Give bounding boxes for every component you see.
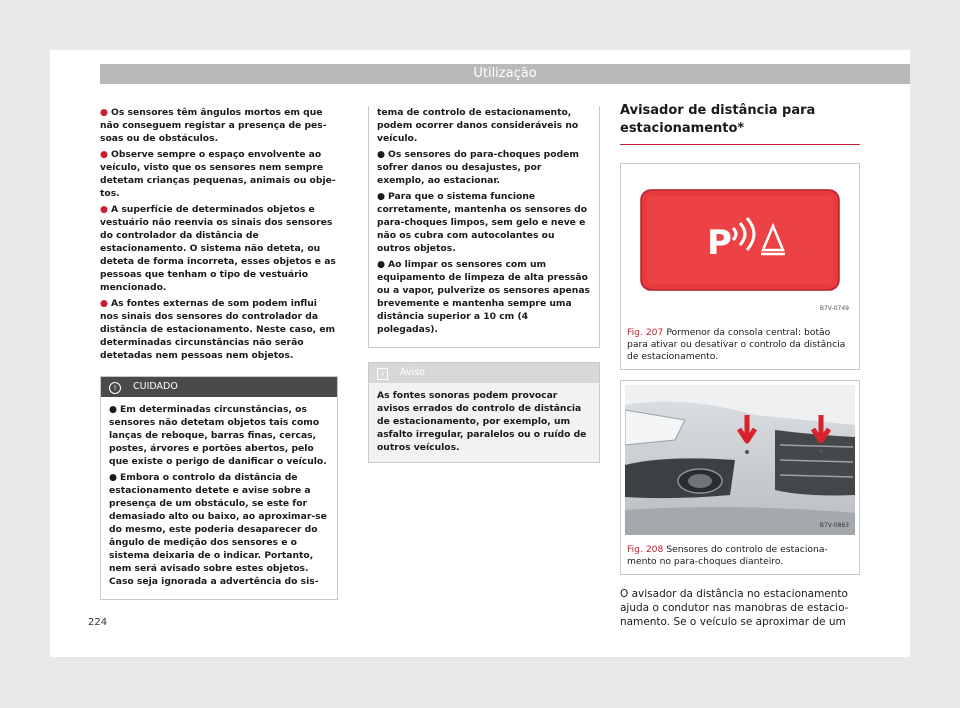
bullet-dot-icon: ● [109,404,118,415]
bullet-item: ● As fontes externas de som podem influi nos sinais dos sensores do controlador da distância de estacionamento. Neste caso, em determinadas circunstâncias não serão detetadas nem pessoas nem objetos. [100,298,336,361]
front-bumper-illustration [625,385,855,535]
bullet-item: ● Para que o sistema funcione corretamente, mantenha os sensores do para-choques limpos, sem gelo e neve e não os cubra com autocolantes ou outros objetos. [377,191,588,254]
bullet-dot-icon: ● [109,472,118,483]
aviso-body: As fontes sonoras podem provocar avisos errados do controlo de distância de estacionamento, por exemplo, um asfalto irregular, paralelos ou o ruído de outros veículos. [369,383,599,462]
bullet-item: ● Em determinadas circunstâncias, os sensores não detetam objetos tais como lanças de reboque, barras finas, cercas, postes, árvores e portões abertos, pelo que existe o perigo de danificar o veículo. [109,404,327,467]
continued-text: tema de controlo de estacionamento, podem ocorrer danos consideráveis no veículo. [377,107,579,144]
svg-text:P: P [707,223,732,263]
bullet-item: ● Os sensores do para-choques podem sofrer danos ou desajustes, por exemplo, ao estacionar. [377,149,579,186]
column-1 [100,106,338,600]
bullet-dot-icon: ● [100,107,109,118]
figure-image [625,385,855,535]
column-3 [620,102,860,629]
bullet-dot-icon: ● [100,298,109,309]
figure-207 [620,163,860,370]
figure-label: Fig. 207 [627,327,664,338]
section-title: Avisador de distância para estacionamento* [620,102,860,145]
page-header: Utilização [100,64,910,84]
figure-label: Fig. 208 [627,544,664,555]
bullet-dot-icon: ● [100,149,109,160]
column-2 [368,106,600,463]
figure-208 [620,380,860,575]
info-note-icon: i [377,368,388,380]
figure-caption: Fig. 208 Sensores do controlo de estacionamento no para-choques dianteiro. [627,544,828,567]
figure-code: B7V-0749 [819,305,849,312]
figure-image [625,168,855,318]
cuidado-body [101,397,337,599]
bullet-dot-icon: ● [100,204,109,215]
figure-code: B7V-0863 [819,522,849,529]
document-page [50,50,910,657]
warning-circle-icon: ! [109,382,121,394]
bullet-dot-icon: ● [377,191,386,202]
body-paragraph: O avisador da distância no estacionamento ajuda o condutor nas manobras de estacionamento. Se o veículo se aproximar de um [620,588,849,628]
figure-caption: Fig. 207 Pormenor da consola central: botão para ativar ou desativar o controlo da distância de estacionamento. [627,327,846,362]
bullet-item: ● A superfície de determinados objetos e vestuário não reenvia os sinais dos sensores do controlador da distância de estacionamento. O sistema não deteta, ou deteta de forma incorreta, esses objetos e as pessoas que tenham o tipo de vestuário mencionado. [100,204,336,293]
parking-button-illustration [625,168,855,318]
aviso-box [368,362,600,463]
cuidado-header: ! CUIDADO [101,377,337,397]
cuidado-continued [368,106,600,348]
bullet-dot-icon: ● [377,259,386,270]
bullet-item: ● Embora o controlo da distância de estacionamento detete e avise sobre a presença de um obstáculo, se este for demasiado alto ou baixo, ao aproximar-se do mesmo, este poderia desaparecer do ângulo de medição dos sensores e o sistema deixaria de o indicar. Portanto, nem será avisado sobre estes objetos. Caso seja ignorada a advertência do sis- [109,472,327,587]
page-number: 224 [88,617,108,628]
bullet-dot-icon: ● [377,149,386,160]
bullet-item: ● Ao limpar os sensores com um equipamento de limpeza de alta pressão ou a vapor, pulverize os sensores apenas brevemente e mantenha sempre uma distância superior a 10 cm (4 polegadas). [377,259,590,335]
aviso-header: i Aviso [369,363,599,383]
bullet-item: ● Observe sempre o espaço envolvente ao veículo, visto que os sensores nem sempre detetam crianças pequenas, animais ou objetos. [100,149,336,199]
bullet-item: ● Os sensores têm ângulos mortos em que não conseguem registar a presença de pessoas ou de obstáculos. [100,107,327,144]
cuidado-box [100,376,338,600]
